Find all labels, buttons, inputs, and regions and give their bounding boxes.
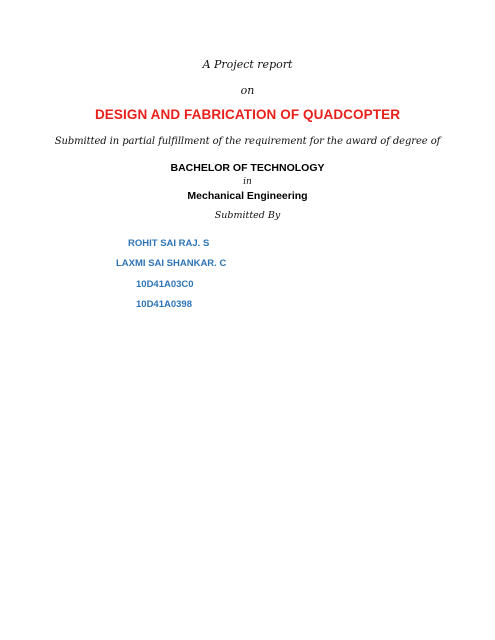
- submitted-by-label: Submitted By: [214, 210, 281, 221]
- author-name: ROHIT SAI RAJ. S: [128, 238, 210, 249]
- on-label: on: [240, 84, 255, 97]
- project-title: DESIGN AND FABRICATION OF QUADCOPTER: [94, 107, 401, 122]
- in-label: in: [243, 177, 252, 187]
- author-name: LAXMI SAI SHANKAR. C: [116, 258, 227, 269]
- report-type-label: A Project report: [202, 58, 293, 71]
- degree-label: BACHELOR OF TECHNOLOGY: [170, 162, 325, 174]
- roll-number: 10D41A0398: [136, 299, 192, 310]
- branch-label: Mechanical Engineering: [187, 190, 308, 202]
- roll-number: 10D41A03C0: [136, 279, 194, 290]
- submission-statement: Submitted in partial fulfillment of the requirement for the award of degree of: [54, 136, 441, 147]
